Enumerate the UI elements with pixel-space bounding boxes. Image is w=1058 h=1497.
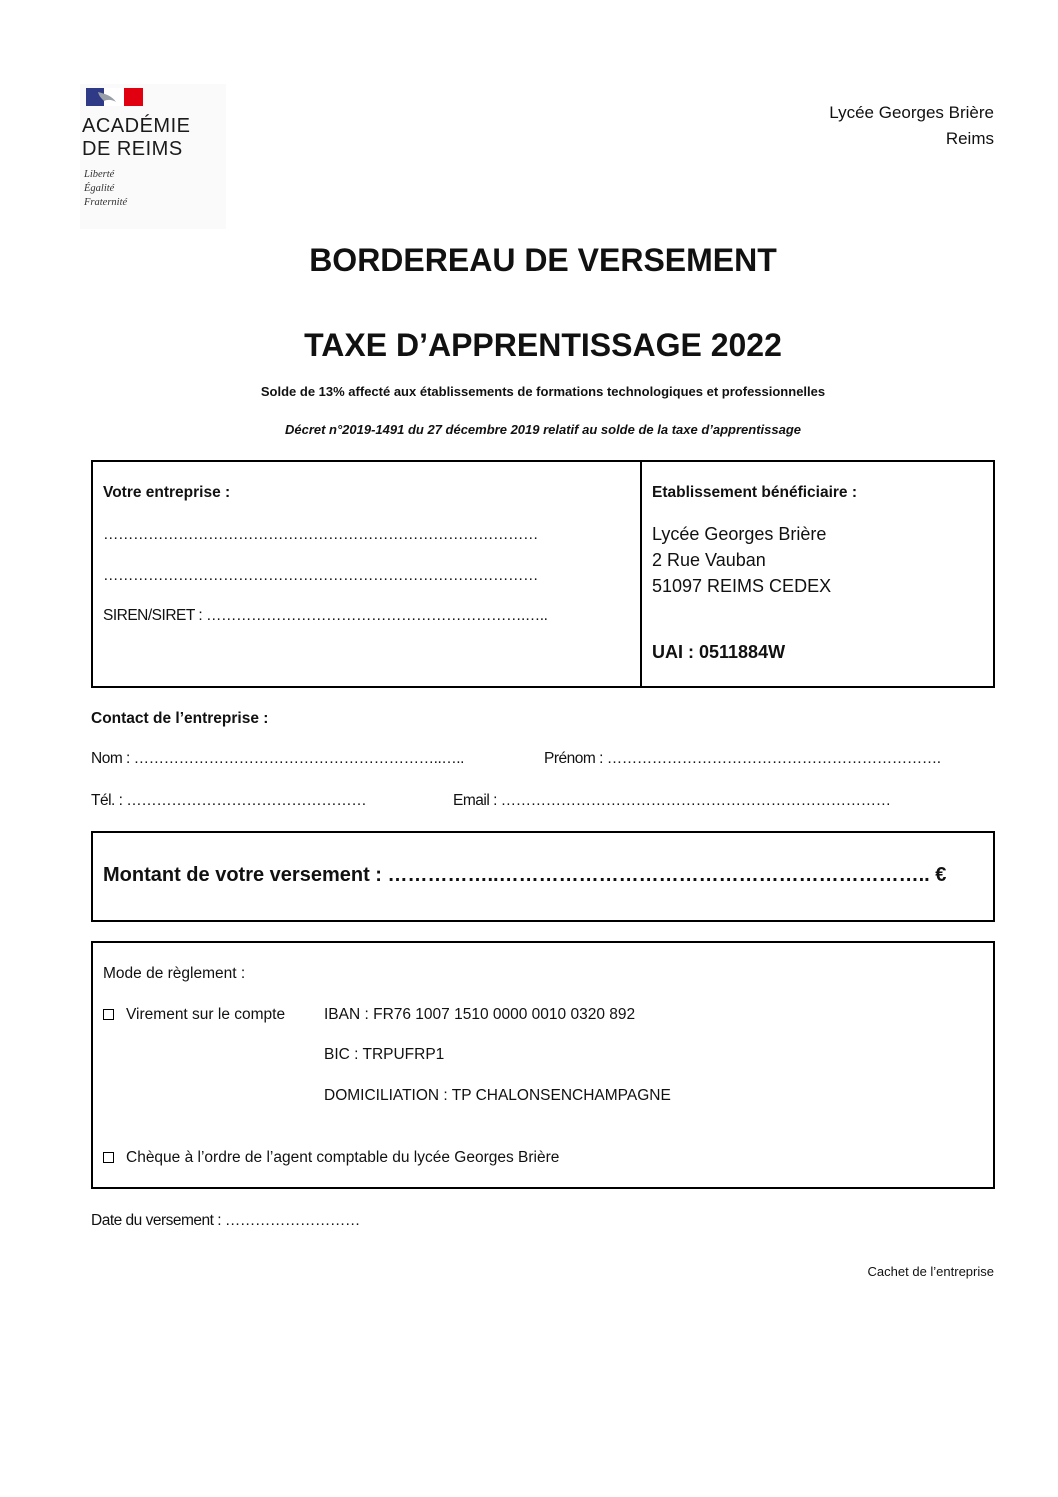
cheque-option[interactable]	[103, 1149, 559, 1167]
motto-line1: Liberté	[84, 169, 115, 180]
academy-name-line2: DE REIMS	[82, 138, 183, 160]
company-address-field[interactable]: ……………………………………………………………………………	[103, 567, 538, 584]
domiciliation: DOMICILIATION : TP CHALONSENCHAMPAGNE	[324, 1087, 671, 1104]
balance-note: Solde de 13% affecté aux établissements de formations technologiques et professionnelles	[260, 384, 826, 399]
iban: IBAN : FR76 1007 1510 0000 0010 0320 892	[324, 1006, 636, 1023]
cheque-checkbox[interactable]	[103, 1152, 114, 1163]
transfer-label: Virement sur le compte	[126, 1006, 286, 1023]
company-name-field[interactable]: ……………………………………………………………………………	[103, 526, 538, 543]
document-subtitle: TAXE D’APPRENTISSAGE 2022	[304, 327, 782, 363]
payment-mode-label: Mode de règlement :	[103, 965, 246, 982]
document-title: BORDEREAU DE VERSEMENT	[309, 242, 777, 278]
amount-field[interactable]: Montant de votre versement : ……………..……………………………………………………….. €	[103, 864, 947, 886]
contact-tel-field[interactable]: Tél. : …………………………………………	[91, 792, 367, 809]
contact-email-field[interactable]: Email : ……………………………………………………………………	[453, 792, 891, 809]
company-label: Votre entreprise :	[103, 484, 231, 501]
company-stamp-label: Cachet de l’entreprise	[867, 1264, 994, 1279]
motto-line2: Égalité	[84, 183, 115, 194]
academy-name	[82, 115, 190, 161]
transfer-option[interactable]	[103, 1006, 285, 1024]
beneficiary-city: 51097 REIMS CEDEX	[652, 576, 832, 596]
contact-nom-field[interactable]: Nom : ……………………………………………………..…..	[91, 750, 464, 767]
transfer-checkbox[interactable]	[103, 1009, 114, 1020]
academy-name-line1: ACADÉMIE	[82, 115, 191, 137]
motto-line3: Fraternité	[84, 197, 128, 208]
beneficiary-street: 2 Rue Vauban	[652, 550, 766, 570]
school-name: Lycée Georges Brière	[829, 103, 994, 122]
beneficiary-label: Etablissement bénéficiaire :	[652, 484, 858, 501]
school-header	[829, 100, 994, 152]
school-city: Reims	[945, 129, 994, 148]
contact-prenom-field[interactable]: Prénom : ………………………………………………………….	[544, 750, 941, 767]
payment-date-field[interactable]: Date du versement : ………………………	[91, 1212, 360, 1229]
beneficiary-name: Lycée Georges Brière	[652, 524, 827, 544]
siren-siret-field[interactable]: SIREN/SIRET : ……………………………………………………….…..	[103, 607, 548, 624]
cheque-label: Chèque à l’ordre de l’agent comptable du lycée Georges Brière	[126, 1149, 560, 1166]
contact-label: Contact de l’entreprise :	[91, 710, 269, 727]
republic-motto	[84, 168, 127, 210]
decree-note: Décret n°2019-1491 du 27 décembre 2019 relatif au solde de la taxe d’apprentissage	[284, 422, 802, 437]
box-divider	[640, 460, 642, 688]
bic: BIC : TRPUFRP1	[324, 1046, 445, 1063]
marianne-flag-icon	[86, 88, 143, 106]
beneficiary-address	[652, 521, 831, 599]
uai-code: UAI : 0511884W	[652, 642, 786, 662]
